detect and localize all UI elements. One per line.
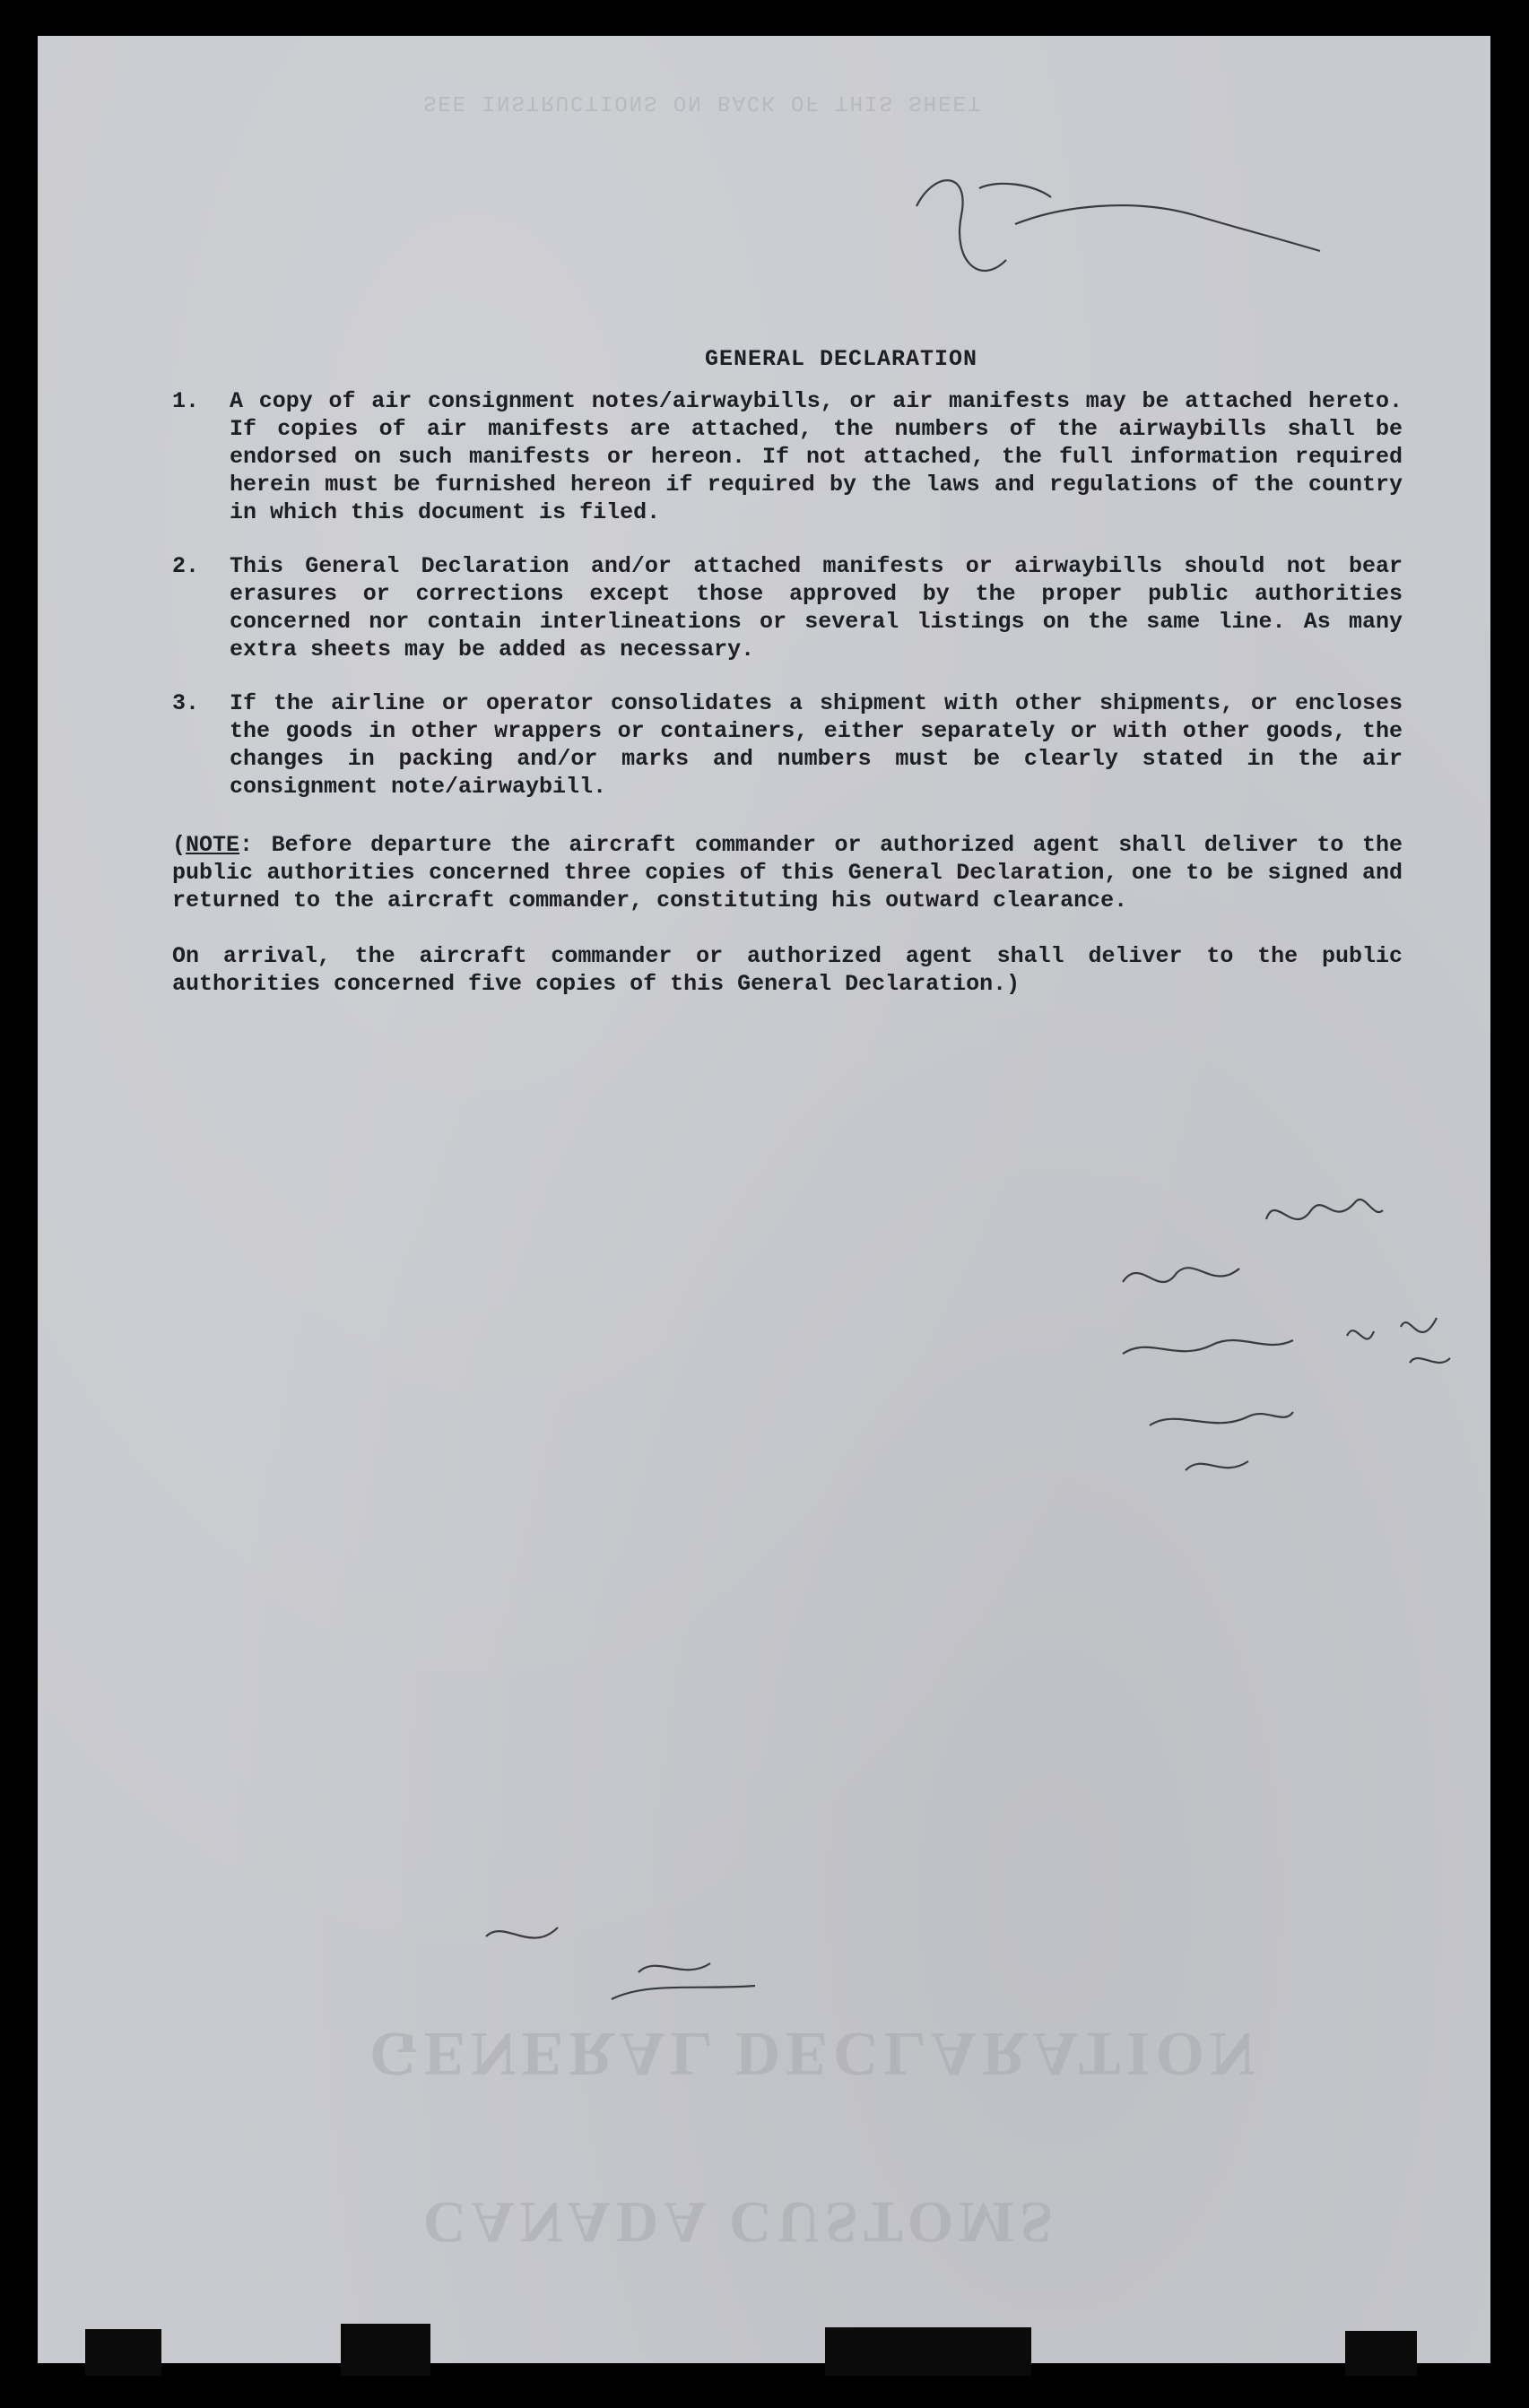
- note-text: : Before departure the aircraft commander or authorized agent shall deliver to the public authorities concerned three copies of this General Declaration, one to be signed and returned to the aircraft commander, constituting his outward clearance.: [172, 832, 1403, 914]
- binding-mark: [85, 2329, 161, 2376]
- list-item: [172, 387, 1403, 526]
- document-page: [38, 36, 1490, 2363]
- show-through-agency: CANADA CUSTOMS: [423, 2189, 1059, 2255]
- list-item-number: 1.: [172, 388, 200, 414]
- show-through-form-title: GENERAL DECLARATION: [369, 2019, 1261, 2088]
- page-title: GENERAL DECLARATION: [704, 346, 978, 372]
- list-item-number: 3.: [172, 690, 200, 716]
- list-item: [172, 552, 1403, 663]
- list-item-text: A copy of air consignment notes/airwaybills, or air manifests may be attached hereto. If copies of air manifests are attached, the numbers of the airwaybills shall be endorsed on such manifests or hereon. If not attached, the full information required herein must be furnished hereon if required by the laws and regulations of the country in which this document is filed.: [230, 388, 1403, 525]
- arrival-note: On arrival, the aircraft commander or authorized agent shall deliver to the public authorities concerned five copies of this General Declaration.): [172, 943, 1403, 997]
- binding-mark: [1345, 2331, 1417, 2376]
- departure-note: (NOTE: Before departure the aircraft commander or authorized agent shall deliver to the public authorities concerned three copies of this General Declaration, one to be signed and returned to the aircraft commander, constituting his outward clearance.: [172, 832, 1403, 914]
- binding-mark: [825, 2327, 1031, 2376]
- document-body: [172, 345, 1403, 998]
- note-label: NOTE: [186, 832, 240, 858]
- show-through-header: SEE INSTRUCTIONS ON BACK OF THIS SHEET: [423, 90, 983, 114]
- list-item-text: If the airline or operator consolidates a shipment with other shipments, or encloses the goods in other wrappers or containers, either separately or with other goods, the changes in packing and/or marks and numbers must be clearly stated in the air consignment note/airwaybill.: [230, 690, 1403, 800]
- handwritten-mark-bottom: [468, 1883, 791, 2044]
- list-item-number: 2.: [172, 553, 200, 579]
- handwritten-notes-right: [1096, 1183, 1473, 1506]
- handwritten-mark-top-right: [899, 152, 1401, 305]
- list-item: [172, 689, 1403, 801]
- binding-mark: [341, 2324, 430, 2376]
- list-item-text: This General Declaration and/or attached manifests or airwaybills should not bear erasures or corrections except those approved by the proper public authorities concerned nor contain interlineations or several listings on the same line. As many extra sheets may be added as necessary.: [230, 553, 1403, 663]
